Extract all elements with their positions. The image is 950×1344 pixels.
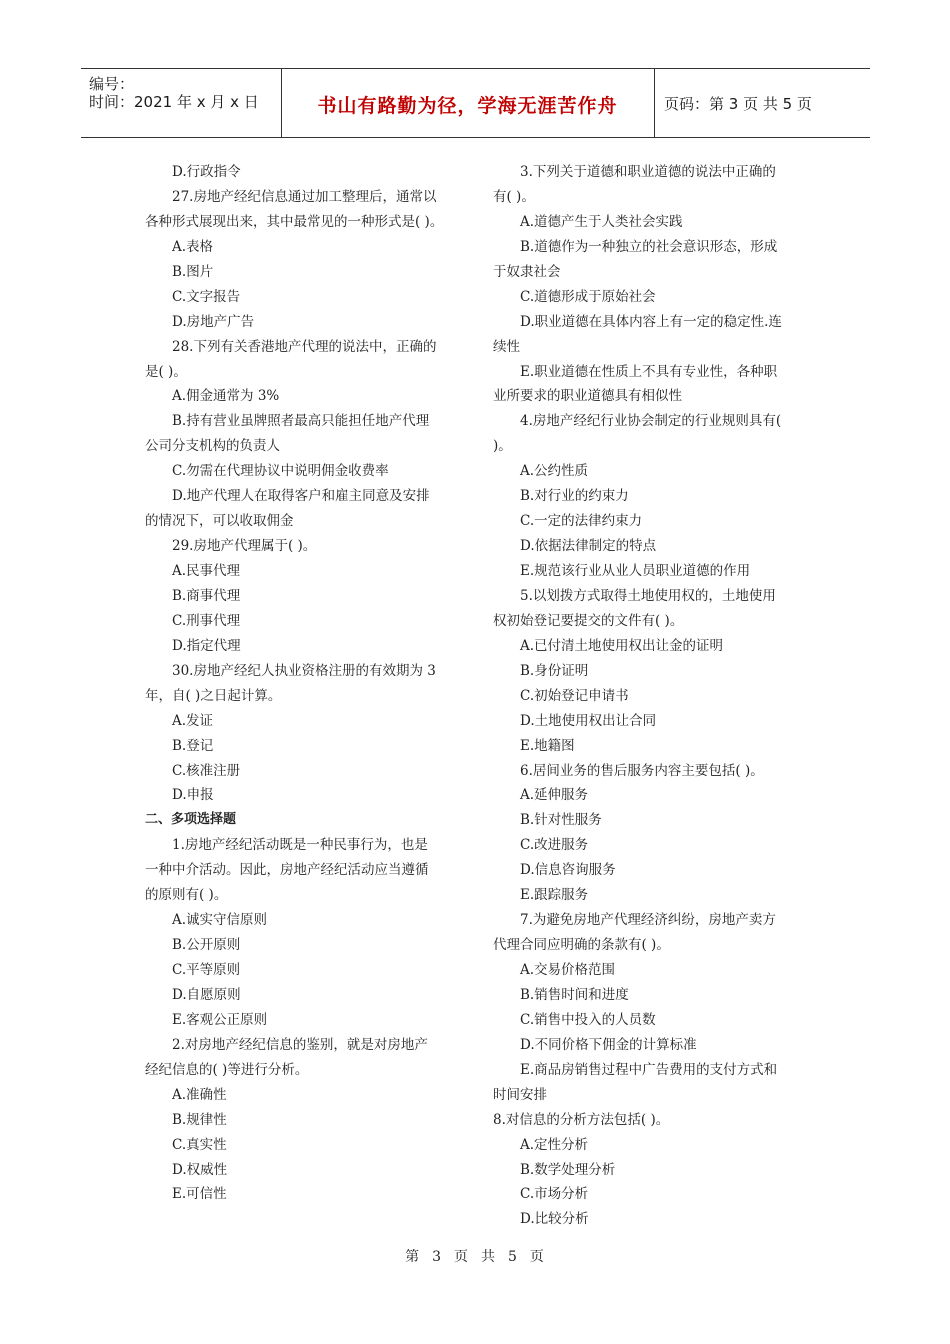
text-line: D.信息咨询服务 [520, 862, 616, 879]
footer-text-2: 页 [454, 1249, 469, 1265]
right-column [493, 160, 811, 1232]
text-line: C.勿需在代理协议中说明佣金收费率 [172, 463, 389, 480]
footer-text-3: 共 [481, 1249, 496, 1265]
header-meta [81, 69, 282, 137]
text-line: A.诚实守信原则 [172, 912, 268, 929]
text-line: E.职业道德在性质上不具有专业性，各种职 [520, 363, 778, 380]
text-line: A.发证 [172, 712, 214, 729]
text-line: C.平等原则 [172, 962, 241, 978]
text-line: B.商事代理 [172, 587, 241, 604]
header-page-info: 页码：第 3 页 共 5 页 [664, 95, 812, 113]
text-line: D.土地使用权出让合同 [520, 712, 657, 729]
text-line: 30.房地产经纪人执业资格注册的有效期为 3 [172, 662, 436, 679]
text-line: C.市场分析 [520, 1186, 589, 1203]
text-line: B.销售时间和进度 [520, 986, 629, 1003]
text-line: D.指定代理 [172, 637, 241, 654]
text-line: 业所要求的职业道德具有相似性 [493, 388, 682, 405]
text-line: A.定性分析 [520, 1136, 589, 1153]
footer-total-pages: 5 [508, 1249, 518, 1265]
text-line: 是( )。 [145, 363, 187, 380]
document-number-label: 编号： [89, 75, 135, 93]
text-line: A.延伸服务 [520, 787, 589, 804]
text-line: 有( )。 [493, 188, 535, 205]
text-line: 续性 [493, 338, 520, 355]
text-line: D.自愿原则 [172, 986, 241, 1003]
text-line: C.初始登记申请书 [520, 687, 629, 704]
footer-text-4: 页 [529, 1249, 545, 1265]
text-line: 年，自( )之日起计算。 [145, 687, 282, 704]
text-line: C.一定的法律约束力 [520, 513, 643, 530]
text-line: )。 [493, 438, 512, 455]
text-line: C.刑事代理 [172, 612, 241, 629]
text-line: A.民事代理 [172, 563, 241, 579]
footer-page-number: 3 [432, 1249, 442, 1265]
text-line: 一种中介活动。因此，房地产经纪活动应当遵循 [145, 862, 429, 879]
text-line: 4.房地产经纪行业协会制定的行业规则具有( [520, 413, 782, 430]
text-line: A.佣金通常为 3% [172, 388, 280, 405]
text-line: B.身份证明 [520, 662, 589, 679]
text-line: B.数学处理分析 [520, 1161, 616, 1178]
text-line: 7.为避免房地产代理经济纠纷，房地产卖方 [520, 912, 776, 929]
text-line: 时间安排 [493, 1086, 547, 1103]
text-line: E.跟踪服务 [520, 887, 589, 904]
text-line: D.房地产广告 [172, 313, 255, 330]
section-heading: 二、多项选择题 [145, 812, 237, 828]
header-motto: 书山有路勤为径，学海无涯苦作舟 [317, 95, 618, 117]
text-line: D.行政指令 [172, 164, 241, 180]
text-line: E.规范该行业从业人员职业道德的作用 [520, 563, 751, 579]
text-line: A.已付清土地使用权出让金的证明 [520, 637, 724, 654]
text-line: B.登记 [172, 737, 214, 754]
text-line: 权初始登记要提交的文件有( )。 [493, 612, 684, 629]
text-line: 代理合同应明确的条款有( )。 [493, 937, 670, 954]
text-line: C.核准注册 [172, 762, 241, 779]
text-line: E.地籍图 [520, 737, 575, 754]
text-line: 28.下列有关香港地产代理的说法中，正确的 [172, 338, 437, 355]
header-motto-cell [281, 69, 655, 137]
text-line: D.权威性 [172, 1161, 228, 1178]
text-line: 的情况下，可以收取佣金 [145, 513, 294, 530]
text-line: D.不同价格下佣金的计算标准 [520, 1036, 697, 1053]
text-line: B.公开原则 [172, 937, 241, 954]
text-line: 6.居间业务的售后服务内容主要包括( )。 [520, 762, 764, 779]
text-line: B.对行业的约束力 [520, 488, 629, 505]
text-line: 于奴隶社会 [493, 263, 561, 280]
text-line: C.道德形成于原始社会 [520, 288, 656, 305]
text-line: B.规律性 [172, 1111, 227, 1128]
document-date: 时间：2021 年 x 月 x 日 [89, 93, 259, 111]
text-line: B.道德作为一种独立的社会意识形态，形成 [520, 238, 778, 255]
text-line: B.持有营业虽牌照者最高只能担任地产代理 [172, 413, 430, 430]
text-line: 3.下列关于道德和职业道德的说法中正确的 [520, 164, 776, 180]
text-line: 的原则有( )。 [145, 887, 228, 904]
text-line: A.道德产生于人类社会实践 [520, 213, 683, 230]
text-line: A.准确性 [172, 1086, 227, 1103]
page-header [81, 68, 870, 138]
text-line: B.针对性服务 [520, 812, 602, 829]
footer-text-1: 第 [405, 1249, 421, 1265]
text-line: 经纪信息的( )等进行分析。 [145, 1061, 309, 1078]
text-line: E.商品房销售过程中广告费用的支付方式和 [520, 1061, 778, 1078]
text-line: 2.对房地产经纪信息的鉴别，就是对房地产 [172, 1036, 428, 1053]
text-line: E.可信性 [172, 1186, 227, 1203]
text-line: C.真实性 [172, 1136, 227, 1153]
text-line: A.表格 [172, 238, 214, 255]
text-line: E.客观公正原则 [172, 1011, 268, 1028]
text-line: 27.房地产经纪信息通过加工整理后，通常以 [172, 188, 437, 205]
text-line: B.图片 [172, 263, 214, 280]
text-line: 8.对信息的分析方法包括( )。 [493, 1111, 670, 1128]
text-line: C.文字报告 [172, 288, 241, 305]
text-line: 公司分支机构的负责人 [145, 438, 280, 455]
text-line: D.申报 [172, 787, 214, 804]
text-line: D.职业道德在具体内容上有一定的稳定性.连 [520, 313, 782, 330]
text-line: D.依据法律制定的特点 [520, 538, 657, 555]
text-line: 5.以划拨方式取得土地使用权的，土地使用 [520, 587, 776, 604]
text-line: A.交易价格范围 [520, 962, 616, 978]
left-column [145, 160, 463, 1207]
text-line: C.销售中投入的人员数 [520, 1011, 656, 1028]
text-line: D.地产代理人在取得客户和雇主同意及安排 [172, 488, 430, 505]
text-line: 1.房地产经纪活动既是一种民事行为，也是 [172, 837, 428, 854]
page-footer [0, 1246, 950, 1266]
text-line: C.改进服务 [520, 837, 589, 854]
text-line: D.比较分析 [520, 1211, 589, 1228]
text-line: 29.房地产代理属于( )。 [172, 538, 317, 555]
text-line: 各种形式展现出来，其中最常见的一种形式是( )。 [145, 213, 444, 230]
text-line: A.公约性质 [520, 463, 589, 480]
header-page-cell [654, 69, 870, 137]
